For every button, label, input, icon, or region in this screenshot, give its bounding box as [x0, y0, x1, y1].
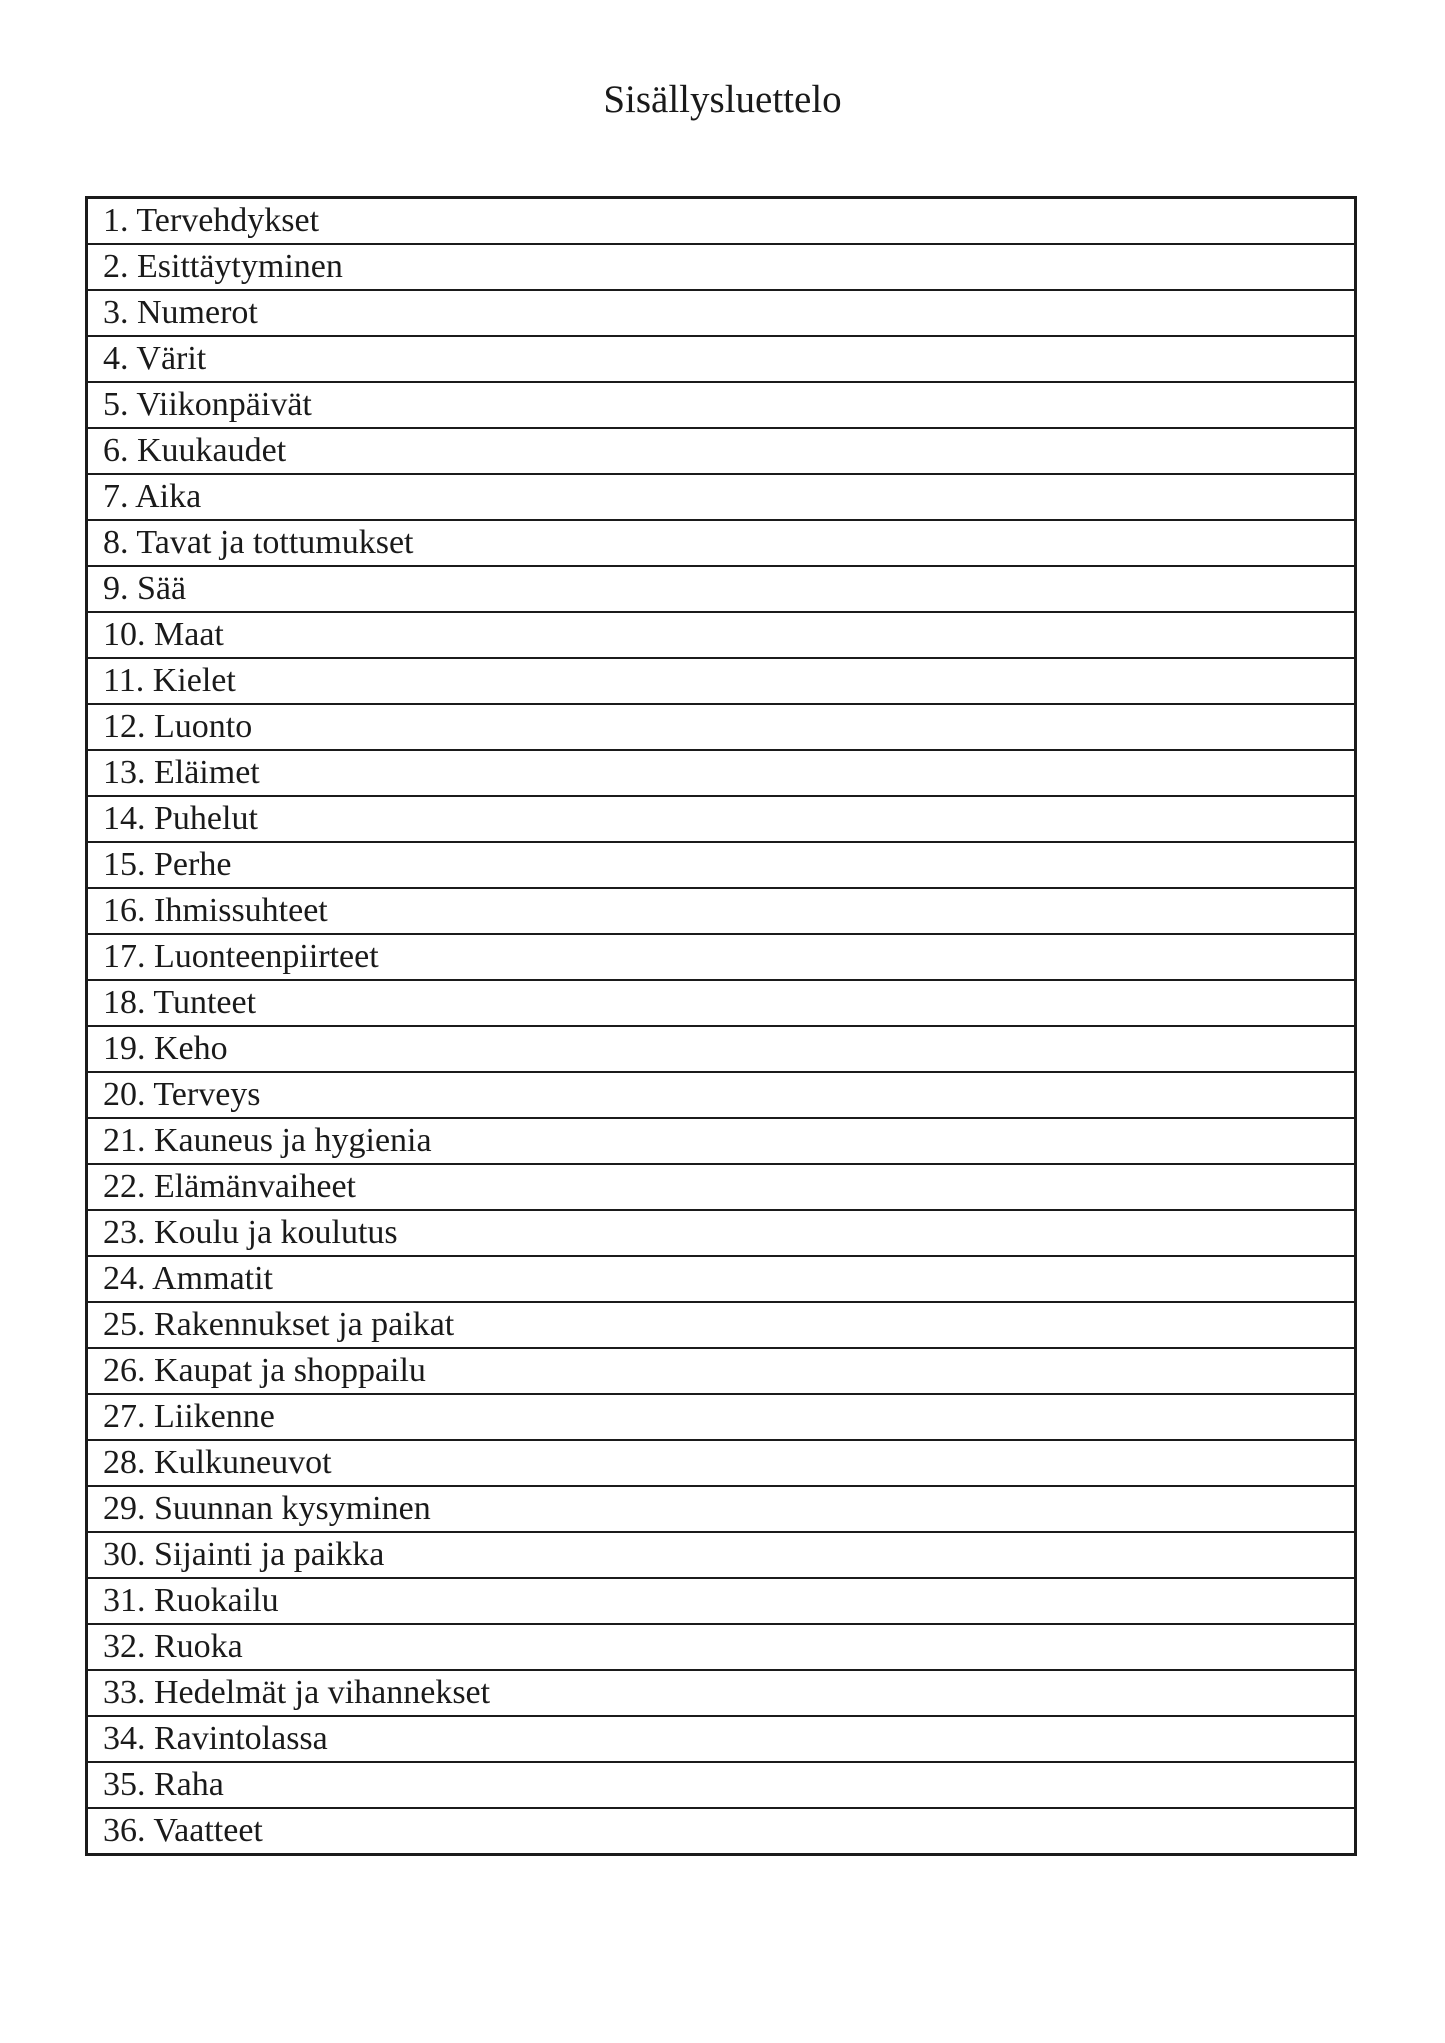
toc-row — [87, 474, 1356, 520]
toc-item-label: 35. Raha — [87, 1762, 1356, 1808]
toc-item-label: 28. Kulkuneuvot — [87, 1440, 1356, 1486]
toc-item-label: 8. Tavat ja tottumukset — [87, 520, 1356, 566]
toc-item-label: 20. Terveys — [87, 1072, 1356, 1118]
toc-item-label: 25. Rakennukset ja paikat — [87, 1302, 1356, 1348]
toc-item-label: 30. Sijainti ja paikka — [87, 1532, 1356, 1578]
toc-row — [87, 1624, 1356, 1670]
toc-row — [87, 934, 1356, 980]
toc-row — [87, 566, 1356, 612]
toc-item-label: 1. Tervehdykset — [87, 198, 1356, 245]
toc-item-label: 17. Luonteenpiirteet — [87, 934, 1356, 980]
toc-item-label: 23. Koulu ja koulutus — [87, 1210, 1356, 1256]
toc-item-label: 15. Perhe — [87, 842, 1356, 888]
toc-item-label: 2. Esittäytyminen — [87, 244, 1356, 290]
toc-item-label: 6. Kuukaudet — [87, 428, 1356, 474]
toc-item-label: 3. Numerot — [87, 290, 1356, 336]
toc-row — [87, 980, 1356, 1026]
toc-item-label: 21. Kauneus ja hygienia — [87, 1118, 1356, 1164]
toc-item-label: 14. Puhelut — [87, 796, 1356, 842]
toc-row — [87, 658, 1356, 704]
toc-row — [87, 1578, 1356, 1624]
toc-item-label: 9. Sää — [87, 566, 1356, 612]
toc-item-label: 36. Vaatteet — [87, 1808, 1356, 1855]
toc-row — [87, 1256, 1356, 1302]
toc-table — [85, 196, 1357, 1856]
toc-row — [87, 750, 1356, 796]
toc-row — [87, 1532, 1356, 1578]
toc-item-label: 18. Tunteet — [87, 980, 1356, 1026]
toc-row — [87, 888, 1356, 934]
toc-row — [87, 1164, 1356, 1210]
toc-item-label: 32. Ruoka — [87, 1624, 1356, 1670]
toc-item-label: 19. Keho — [87, 1026, 1356, 1072]
toc-row — [87, 336, 1356, 382]
toc-item-label: 11. Kielet — [87, 658, 1356, 704]
toc-body — [87, 198, 1356, 1855]
toc-item-label: 10. Maat — [87, 612, 1356, 658]
toc-row — [87, 796, 1356, 842]
toc-item-label: 27. Liikenne — [87, 1394, 1356, 1440]
toc-row — [87, 1762, 1356, 1808]
toc-row — [87, 520, 1356, 566]
toc-row — [87, 290, 1356, 336]
toc-item-label: 26. Kaupat ja shoppailu — [87, 1348, 1356, 1394]
toc-row — [87, 428, 1356, 474]
toc-item-label: 34. Ravintolassa — [87, 1716, 1356, 1762]
toc-row — [87, 1026, 1356, 1072]
toc-row — [87, 244, 1356, 290]
toc-row — [87, 1808, 1356, 1855]
toc-item-label: 13. Eläimet — [87, 750, 1356, 796]
toc-item-label: 31. Ruokailu — [87, 1578, 1356, 1624]
toc-item-label: 5. Viikonpäivät — [87, 382, 1356, 428]
toc-item-label: 22. Elämänvaiheet — [87, 1164, 1356, 1210]
toc-row — [87, 1440, 1356, 1486]
toc-item-label: 16. Ihmissuhteet — [87, 888, 1356, 934]
toc-row — [87, 1348, 1356, 1394]
toc-row — [87, 1302, 1356, 1348]
toc-row — [87, 842, 1356, 888]
toc-row — [87, 1670, 1356, 1716]
toc-item-label: 24. Ammatit — [87, 1256, 1356, 1302]
toc-row — [87, 612, 1356, 658]
toc-row — [87, 1118, 1356, 1164]
page-title: Sisällysluettelo — [603, 78, 842, 121]
toc-row — [87, 382, 1356, 428]
toc-item-label: 7. Aika — [87, 474, 1356, 520]
toc-row — [87, 1486, 1356, 1532]
toc-row — [87, 1716, 1356, 1762]
toc-item-label: 33. Hedelmät ja vihannekset — [87, 1670, 1356, 1716]
toc-row — [87, 1210, 1356, 1256]
toc-item-label: 12. Luonto — [87, 704, 1356, 750]
toc-row — [87, 1394, 1356, 1440]
toc-row — [87, 704, 1356, 750]
toc-item-label: 4. Värit — [87, 336, 1356, 382]
toc-row — [87, 1072, 1356, 1118]
toc-row — [87, 198, 1356, 245]
toc-item-label: 29. Suunnan kysyminen — [87, 1486, 1356, 1532]
